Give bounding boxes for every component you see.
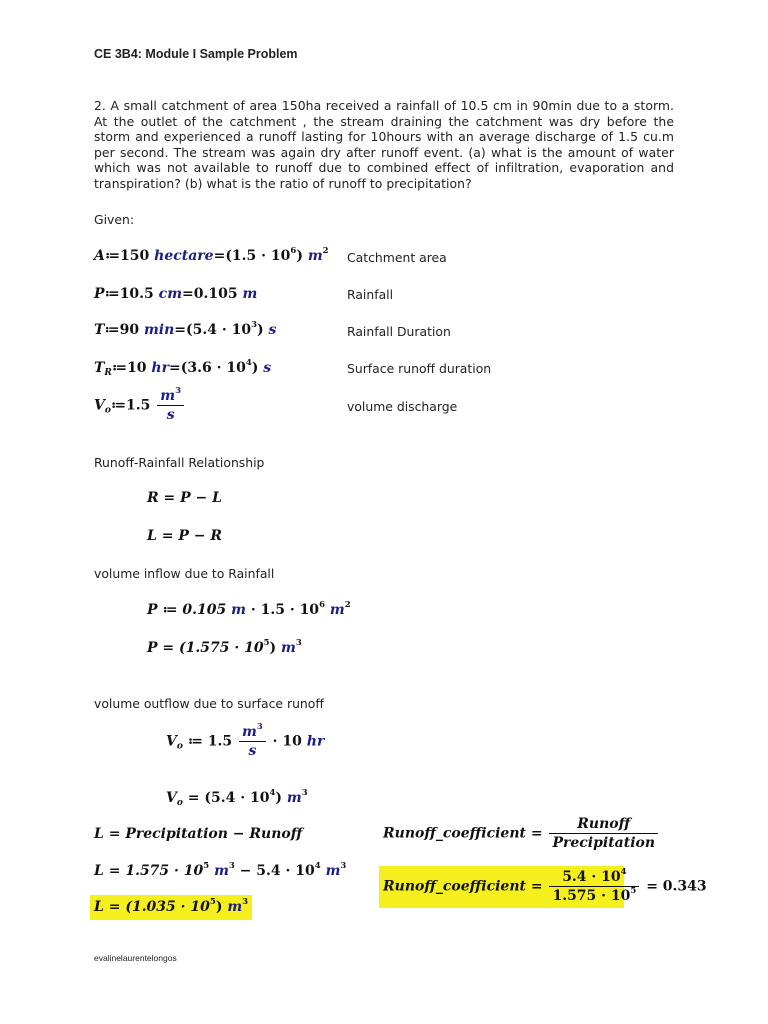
given-desc-rainfall: Rainfall (347, 287, 394, 302)
area-equation: A≔150 hectare=(1.5 · $10^6$) $m^2$ (94, 246, 329, 264)
duration-equation: T≔90 $\min=(5.4 \cdot 10^3)$ s (94, 320, 277, 338)
problem-statement: 2. A small catchment of area 150ha received a rainfall of 10.5 cm in 90min due to a storm. At the outlet of the catchment , the stream draining the catchment was dry before the storm and experienced a runoff lasting for 10hours with an average discharge of 1.5 cu.m per second. The stream was again dry after runoff event. (a) what is the amount of water which was not available to runoff due to combined effect of infiltration, evaporation and transpiration? (b) what is the ratio of runoff to precipitation? (94, 98, 674, 191)
loss-formula: L = Precipitation − Runoff (94, 826, 303, 842)
inflow-equation: P ≔ 0.105 $m \cdot 1.5 \cdot 10^6$ $m^2$ (147, 600, 351, 618)
given-label: Given: (94, 212, 135, 227)
runoff-duration-equation: $T_R≔10$ $hr=(3.6 \cdot 10^4)$ s (94, 358, 272, 378)
section-outflow: volume outflow due to surface runoff (94, 696, 324, 711)
given-desc-runoff-duration: Surface runoff duration (347, 361, 492, 376)
rainfall-equation: P≔10.5 cm=0.105 m (94, 286, 258, 302)
section-relationship: Runoff-Rainfall Relationship (94, 455, 265, 470)
loss-result-highlighted: $L = (1.035 \cdot 10^5)$ $m^3$ (90, 895, 252, 920)
discharge-equation: $V_o≔1.5$ $\frac{m^3}{s}$ (94, 388, 186, 423)
inflow-result: $P = (1.575 \cdot 10^5)$ $m^3$ (147, 638, 302, 656)
loss-substitution: $L = 1.575 \cdot 10^5$ $m^3 - 5.4 \cdot 10^4$ $m^3$ (94, 861, 347, 879)
given-desc-duration: Rainfall Duration (347, 324, 451, 339)
section-inflow: volume inflow due to Rainfall (94, 566, 275, 581)
runoff-coefficient-formula: Runoff_coefficient = $\frac{\text{Runoff}}{\text{Precipitation}}$ (383, 816, 660, 851)
loss-relationship-equation: L = P − R (147, 528, 222, 544)
given-desc-area: Catchment area (347, 250, 447, 265)
runoff-coefficient-result-highlighted: Runoff_coefficient = $\frac{5.4 \cdot 10^4}{1.575 \cdot 10^5}$ = 0.343 (379, 866, 624, 908)
footer-author: evalinelaurentelongos (94, 953, 177, 963)
given-desc-discharge: volume discharge (347, 399, 458, 414)
runoff-relationship-equation: R = P − L (147, 490, 222, 506)
outflow-result: $V_o = (5.4 \cdot 10^4)$ $m^3$ (166, 788, 308, 808)
document-header: CE 3B4: Module I Sample Problem (94, 47, 298, 61)
outflow-equation: $V_o$ ≔ 1.5 $\frac{m^3}{s}$ · 10 hr (166, 722, 325, 759)
